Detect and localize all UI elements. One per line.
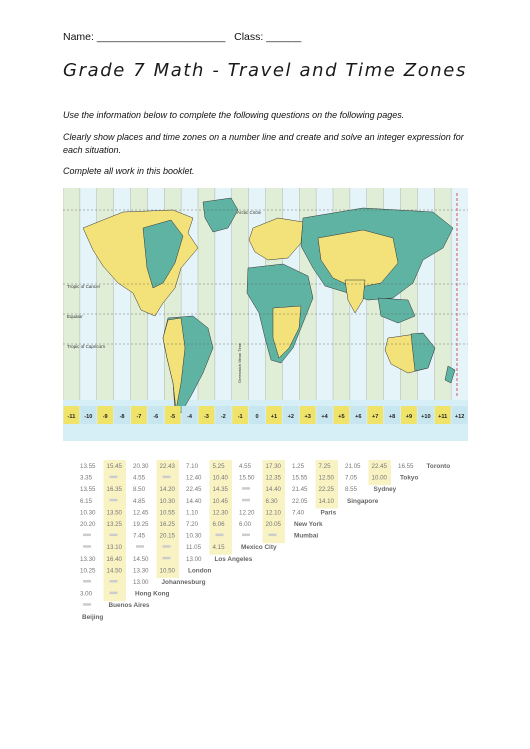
table-cell: 20.15 [159,532,175,540]
table-cell: 6.06 [212,521,225,528]
table-cell: 14.40 [186,497,202,505]
table-cell: 10.50 [159,567,175,575]
table-cell: 10.30 [159,497,175,505]
city-label: Buenos Aires [108,602,150,610]
table-cell: 20.05 [265,521,281,528]
table-cell: 3.35 [80,474,93,482]
table-cell: 13.30 [133,567,149,575]
empty-cell [83,545,91,548]
table-cell: 10.40 [212,474,228,482]
table-cell: 10.55 [159,509,175,517]
table-cell: 4.85 [133,497,146,505]
city-label: London [188,567,212,575]
table-cell: 14.35 [212,486,228,494]
table-cell: 6.15 [80,497,93,505]
map-bottom-band [63,424,468,441]
empty-cell [110,580,118,583]
table-cell: 3.00 [80,590,93,598]
zone-label: +2 [287,414,295,420]
table-cell: 14.20 [159,486,175,494]
table-cell: 15.45 [106,463,122,470]
table-cell: 4.15 [212,544,225,552]
table-cell: 12.35 [265,474,281,482]
table-cell: 15.50 [239,474,255,482]
page-title: Grade 7 Math - Travel and Time Zones [63,60,467,81]
instruction-3: Complete all work in this booklet. [63,166,195,176]
table-cell: 22.25 [318,486,334,494]
empty-cell [216,534,224,537]
zone-label: +3 [304,414,311,420]
city-label: Paris [320,509,337,517]
table-cell: 1.25 [292,463,305,470]
name-blank: ______________________ [96,31,226,43]
name-label: Name: [63,31,94,43]
table-cell: 1.10 [186,509,199,517]
table-cell: 5.25 [212,463,225,470]
empty-cell [83,603,91,606]
city-label: Mexico City [241,544,277,552]
table-cell: 13.55 [80,486,96,494]
table-cell: 22.43 [159,463,175,470]
table-cell: 14.50 [106,567,122,575]
city-label: Beijing [82,613,104,621]
empty-cell [269,534,277,537]
table-cell: 12.50 [318,474,334,482]
flight-time-table [80,458,480,633]
zone-label: -4 [187,414,193,420]
table-cell: 7.20 [186,521,199,528]
table-cell: 14.10 [318,497,334,505]
table-cell: 13.55 [80,463,96,470]
empty-cell [242,534,250,537]
city-label: Tokyo [400,474,419,482]
empty-cell [136,545,144,548]
table-cell: 16.25 [159,521,175,528]
zone-band [80,188,97,400]
table-cell: 22.05 [292,497,308,505]
city-label: Mumbai [294,532,319,540]
table-cell: 7.05 [345,474,358,482]
zone-label: -1 [237,414,243,420]
empty-cell [83,580,91,583]
table-cell: 10.30 [80,509,96,517]
empty-cell [163,557,171,560]
zone-label: +6 [355,414,362,420]
zone-label: -11 [67,414,76,420]
table-cell: 14.50 [133,555,149,563]
table-cell: 7.45 [133,532,146,540]
table-cell: 20.20 [80,521,96,528]
city-label: Johannesburg [161,579,206,586]
arctic-circle-label: Arctic Circle [237,210,262,215]
class-blank: ______ [266,31,302,43]
zone-label: -3 [203,414,209,420]
table-cell: 10.00 [371,474,387,482]
table-cell: 6.00 [239,521,252,528]
city-label: Hong Kong [135,590,170,598]
gmt-label: Greenwich Mean Time [237,342,242,383]
table-cell: 12.40 [186,474,202,482]
zone-label: +11 [438,414,448,420]
zone-band [451,188,468,400]
empty-cell [110,534,118,537]
table-cell: 17.30 [265,463,281,470]
empty-cell [242,487,250,490]
zone-label: +7 [371,414,379,420]
tropic-cancer-label: Tropic of Cancer [67,284,101,289]
table-cell: 8.50 [133,486,146,494]
name-class-line [63,31,301,43]
table-cell: 13.10 [106,544,122,552]
table-cell: 12.20 [239,509,255,517]
table-cell: 7.40 [292,509,305,517]
table-cell: 4.55 [239,463,252,470]
table-cell: 13.50 [106,509,122,517]
table-cell: 12.45 [133,509,149,517]
table-cell: 10.25 [80,567,96,575]
table-cell: 4.55 [133,474,146,482]
empty-cell [110,499,118,502]
table-cell: 7.10 [186,463,199,470]
equator-label: Equator [67,314,83,319]
table-cell: 14.40 [265,486,281,494]
empty-cell [110,476,118,479]
zone-label: +5 [338,414,345,420]
table-cell: 20.30 [133,463,149,470]
table-cell: 8.55 [345,486,358,494]
table-cell: 22.45 [186,486,202,494]
empty-cell [242,499,250,502]
zone-label: +10 [421,414,431,420]
zone-label: 0 [255,414,259,420]
zone-label: +9 [405,414,413,420]
table-cell: 13.30 [80,555,96,563]
zone-label: -10 [84,414,93,420]
city-label: Sydney [373,486,397,494]
zone-label: +12 [454,414,465,420]
table-cell: 16.35 [106,486,122,494]
table-cell: 6.30 [265,497,278,505]
table-cell: 21.45 [292,486,308,494]
city-label: Los Angeles [214,555,253,563]
zone-label: -9 [102,414,108,420]
instruction-1: Use the information below to complete the following questions on the following pages. [63,110,405,120]
table-cell: 10.45 [212,497,228,505]
zone-band [63,188,80,400]
table-cell: 13.00 [186,555,202,563]
tropic-capricorn-label: Tropic of Capricorn [67,344,106,349]
zone-label: +4 [321,414,328,420]
city-label: New York [294,521,323,528]
table-cell: 21.05 [345,463,361,470]
table-cell: 15.55 [292,474,308,482]
zone-label: -5 [170,414,176,420]
class-label: Class: [234,31,264,43]
empty-cell [163,545,171,548]
world-time-zone-map [63,188,468,441]
table-cell: 12.10 [265,509,281,517]
city-label: Singapore [347,497,379,505]
table-cell: 13.25 [106,521,122,528]
table-cell: 11.05 [186,544,202,552]
empty-cell [163,476,171,479]
empty-cell [83,534,91,537]
zone-label: -7 [136,414,142,420]
table-cell: 13.00 [133,579,149,586]
table-cell: 10.30 [186,532,202,540]
table-cell: 12.30 [212,509,228,517]
zone-label: -6 [153,414,159,420]
table-cells [80,463,414,606]
zone-label: +1 [270,414,278,420]
table-cell: 7.25 [318,463,331,470]
table-cell: 19.25 [133,521,149,528]
city-label: Toronto [426,463,451,470]
table-cell: 16.55 [398,463,414,470]
table-cell: 22.45 [371,463,387,470]
instruction-2: Clearly show places and time zones on a number line and create and solve an integer expression for each situation. [63,132,464,155]
empty-cell [110,592,118,595]
table-cell: 16.40 [106,555,122,563]
zone-label: +8 [388,414,396,420]
zone-label: -2 [220,414,226,420]
zone-label: -8 [119,414,125,420]
